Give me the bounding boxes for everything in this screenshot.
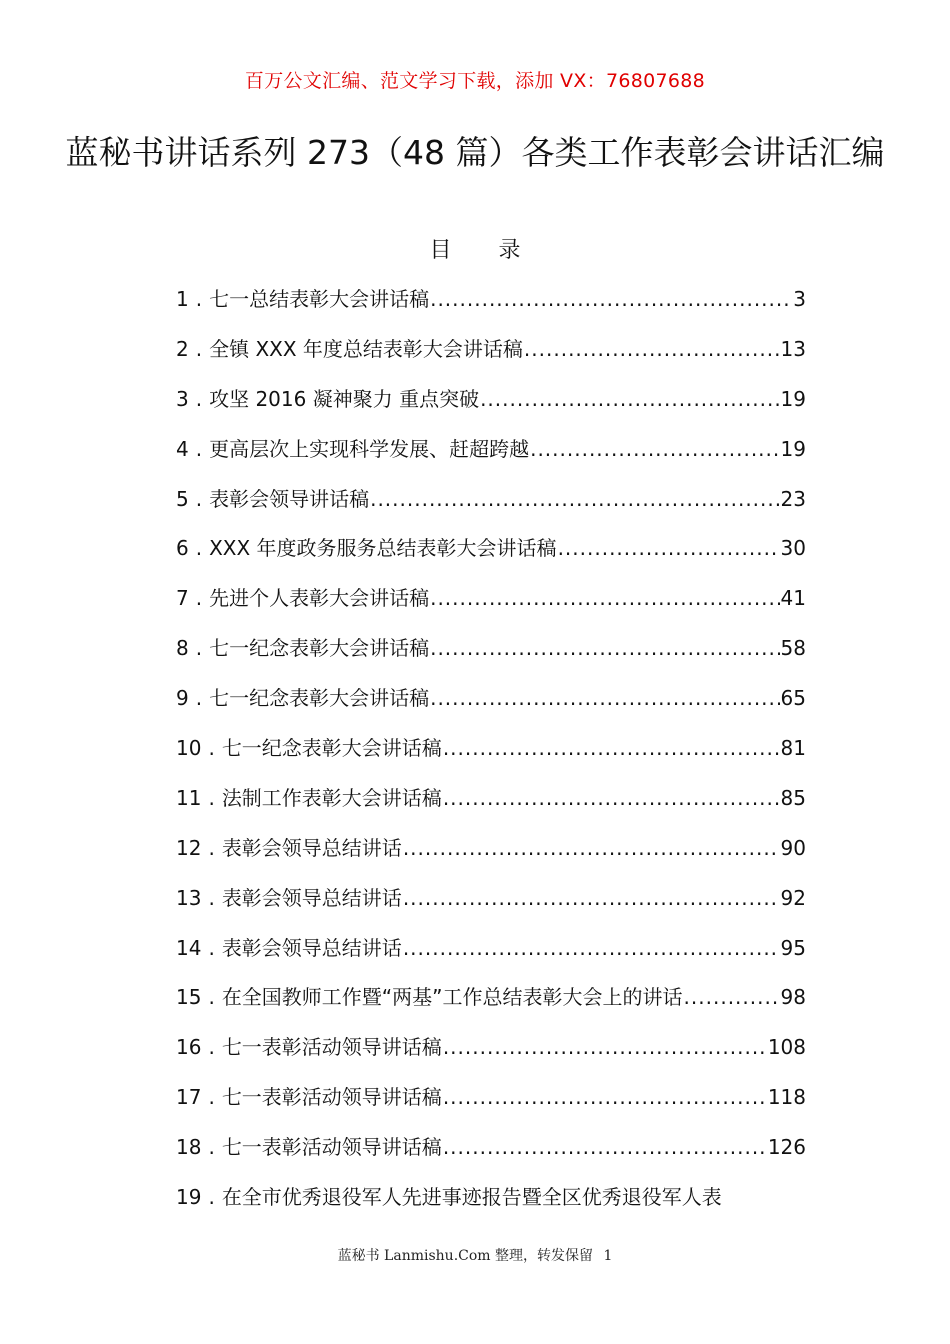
toc-dot-leader	[558, 536, 780, 560]
toc-dot-leader	[403, 886, 780, 910]
toc-entry-page: 108	[767, 1035, 806, 1060]
toc-entry-6[interactable]	[176, 532, 806, 582]
toc-entry-17[interactable]	[176, 1081, 806, 1131]
toc-dot-leader	[403, 836, 780, 860]
toc-entry-number: 18	[176, 1135, 202, 1160]
toc-entry-page: 98	[780, 985, 806, 1010]
toc-entry-number: 5	[176, 486, 189, 511]
toc-entry-page: 41	[780, 586, 806, 611]
toc-entry-separator: .	[208, 1185, 215, 1210]
toc-entry-title: 表彰会领导讲话稿	[209, 486, 370, 511]
toc-entry-number: 11	[176, 785, 202, 810]
toc-entry-page: 81	[780, 736, 806, 761]
toc-entry-separator: .	[195, 636, 203, 661]
toc-entry-separator: .	[195, 686, 203, 711]
toc-entry-separator: .	[195, 336, 203, 361]
table-of-contents	[176, 283, 806, 1231]
toc-dot-leader	[530, 437, 779, 461]
toc-entry-number: 4	[176, 436, 189, 461]
toc-entry-page: 3	[793, 287, 806, 311]
toc-dot-leader	[443, 1085, 767, 1109]
toc-entry-separator: .	[208, 785, 215, 810]
toc-entry-page: 90	[780, 835, 806, 860]
toc-entry-title: XXX 年度政务服务总结表彰大会讲话稿	[209, 536, 557, 561]
toc-entry-separator: .	[195, 287, 203, 311]
toc-entry-16[interactable]	[176, 1031, 806, 1081]
toc-entry-title: 先进个人表彰大会讲话稿	[209, 586, 430, 611]
toc-entry-title: 在全国教师工作暨“两基”工作总结表彰大会上的讲话	[221, 985, 683, 1010]
toc-entry-page: 19	[780, 386, 806, 411]
toc-entry-separator: .	[195, 586, 203, 611]
toc-entry-page: 13	[780, 336, 806, 361]
toc-entry-title: 攻坚 2016 凝神聚力 重点突破	[209, 386, 480, 411]
toc-dot-leader	[370, 487, 779, 511]
toc-entry-page: 126	[767, 1135, 806, 1160]
toc-entry-separator: .	[208, 736, 215, 761]
toc-entry-number: 2	[176, 336, 189, 361]
toc-entry-separator: .	[208, 935, 215, 960]
toc-dot-leader	[480, 387, 779, 411]
toc-entry-separator: .	[195, 386, 203, 411]
toc-entry-title: 表彰会领导总结讲话	[221, 835, 402, 860]
footer-credit: 蓝秘书 Lanmishu.Com 整理，转发保留	[337, 1248, 594, 1264]
toc-entry-number: 19	[176, 1185, 202, 1210]
toc-entry-9[interactable]	[176, 682, 806, 732]
toc-dot-leader	[443, 1035, 767, 1059]
promo-banner: 百万公文汇编、范文学习下载，添加 VX：76807688	[244, 70, 706, 92]
toc-entry-number: 8	[176, 636, 189, 661]
toc-entry-separator: .	[208, 985, 215, 1010]
toc-dot-leader	[430, 287, 792, 311]
toc-entry-title: 全镇 XXX 年度总结表彰大会讲话稿	[209, 336, 523, 361]
toc-entry-page: 118	[767, 1085, 806, 1110]
toc-entry-7[interactable]	[176, 582, 806, 632]
toc-entry-2[interactable]	[176, 333, 806, 383]
toc-entry-page: 19	[780, 436, 806, 461]
toc-entry-number: 3	[176, 386, 189, 411]
toc-dot-leader	[403, 936, 780, 960]
toc-entry-separator: .	[208, 1135, 215, 1160]
toc-entry-number: 1	[176, 287, 189, 311]
page-footer	[0, 1245, 950, 1265]
toc-entry-page: 58	[780, 636, 806, 661]
toc-entry-number: 14	[176, 935, 202, 960]
toc-entry-number: 10	[176, 736, 202, 761]
page-number: 1	[603, 1248, 613, 1264]
toc-entry-page: 23	[780, 486, 806, 511]
toc-entry-title: 七一纪念表彰大会讲话稿	[221, 736, 442, 761]
toc-entry-14[interactable]	[176, 932, 806, 982]
toc-dot-leader	[430, 586, 779, 610]
toc-entry-page: 95	[780, 935, 806, 960]
toc-entry-title: 七一表彰活动领导讲话稿	[221, 1035, 442, 1060]
toc-dot-leader	[443, 786, 780, 810]
toc-entry-title: 七一表彰活动领导讲话稿	[221, 1085, 442, 1110]
toc-entry-page: 30	[780, 536, 806, 561]
toc-entry-1[interactable]	[176, 283, 806, 333]
toc-entry-4[interactable]	[176, 433, 806, 483]
toc-dot-leader	[684, 985, 780, 1009]
toc-dot-leader	[443, 1135, 767, 1159]
toc-entry-number: 12	[176, 835, 202, 860]
toc-entry-5[interactable]	[176, 483, 806, 533]
toc-entry-8[interactable]	[176, 632, 806, 682]
toc-dot-leader	[430, 686, 779, 710]
toc-dot-leader	[443, 736, 780, 760]
toc-heading: 目 录	[429, 238, 541, 263]
toc-entry-separator: .	[195, 486, 203, 511]
toc-entry-title: 法制工作表彰大会讲话稿	[221, 785, 442, 810]
toc-entry-separator: .	[208, 1085, 215, 1110]
toc-entry-12[interactable]	[176, 832, 806, 882]
toc-dot-leader	[524, 337, 780, 361]
toc-entry-number: 13	[176, 885, 202, 910]
toc-entry-separator: .	[208, 835, 215, 860]
toc-entry-number: 15	[176, 985, 202, 1010]
toc-entry-separator: .	[208, 885, 215, 910]
toc-entry-15[interactable]	[176, 981, 806, 1031]
toc-entry-3[interactable]	[176, 383, 806, 433]
toc-entry-title: 更高层次上实现科学发展、赶超跨越	[209, 436, 530, 461]
toc-entry-11[interactable]	[176, 782, 806, 832]
toc-entry-number: 7	[176, 586, 189, 611]
toc-entry-title: 表彰会领导总结讲话	[221, 935, 402, 960]
toc-dot-leader	[430, 636, 779, 660]
toc-entry-number: 16	[176, 1035, 202, 1060]
toc-entry-19[interactable]	[176, 1181, 806, 1231]
toc-entry-title: 七一表彰活动领导讲话稿	[221, 1135, 442, 1160]
toc-entry-18[interactable]	[176, 1131, 806, 1181]
toc-entry-number: 9	[176, 686, 189, 711]
toc-entry-title: 七一纪念表彰大会讲话稿	[209, 636, 430, 661]
toc-entry-title: 表彰会领导总结讲话	[221, 885, 402, 910]
toc-entry-number: 6	[176, 536, 189, 561]
toc-entry-separator: .	[195, 536, 203, 561]
toc-entry-separator: .	[208, 1035, 215, 1060]
document-title: 蓝秘书讲话系列 273（48 篇）各类工作表彰会讲话汇编	[65, 133, 885, 172]
toc-entry-separator: .	[195, 436, 203, 461]
toc-entry-number: 17	[176, 1085, 202, 1110]
toc-entry-page: 65	[780, 686, 806, 711]
toc-entry-13[interactable]	[176, 882, 806, 932]
toc-entry-page: 85	[780, 785, 806, 810]
toc-entry-title: 在全市优秀退役军人先进事迹报告暨全区优秀退役军人表	[221, 1185, 722, 1210]
toc-entry-title: 七一总结表彰大会讲话稿	[209, 287, 430, 311]
toc-entry-page: 92	[780, 885, 806, 910]
toc-entry-10[interactable]	[176, 732, 806, 782]
toc-entry-title: 七一纪念表彰大会讲话稿	[209, 686, 430, 711]
